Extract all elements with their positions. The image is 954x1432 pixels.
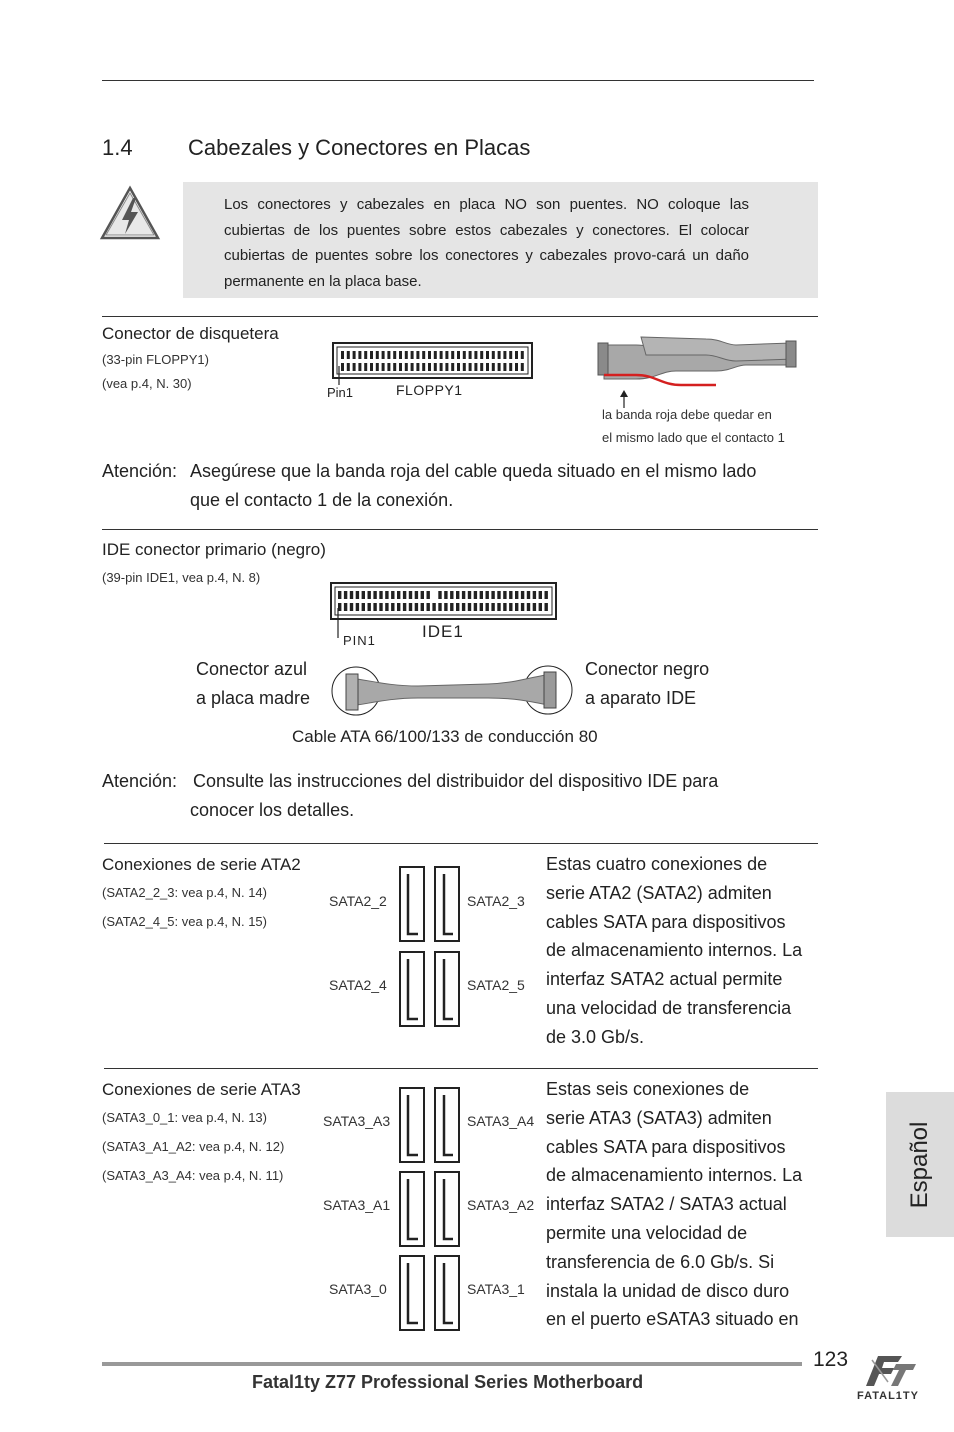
fatal1ty-logo-text: FATAL1TY xyxy=(857,1390,919,1402)
sata2-description xyxy=(546,850,802,1052)
sata3-connectors-diagram xyxy=(395,1085,470,1335)
ide-attention-line1: Consulte las instrucciones del distribuidor del dispositivo IDE para xyxy=(193,771,719,791)
ide-right-label-1: Conector negro xyxy=(585,659,710,679)
sata2-desc-line: cables SATA para dispositivos xyxy=(546,911,786,932)
ide-right-label-2: a aparato IDE xyxy=(585,688,697,708)
warning-note-box xyxy=(183,182,818,298)
sata2-desc-line: una velocidad de transferencia xyxy=(546,997,792,1018)
sata3-desc-line: permite una velocidad de xyxy=(546,1222,748,1243)
ide-left-label-1: Conector azul xyxy=(196,659,308,679)
floppy-rule xyxy=(102,316,818,317)
footer-product: Fatal1ty Z77 Professional Series Motherboard xyxy=(252,1372,644,1392)
sata3-port-label: SATA3_A4 xyxy=(467,1113,535,1129)
sata3-desc-line: Estas seis conexiones de xyxy=(546,1079,750,1099)
sata3-desc-line: interfaz SATA2 / SATA3 actual xyxy=(546,1194,787,1215)
sata2-subtitle-1: (SATA2_2_3: vea p.4, N. 14) xyxy=(102,885,267,900)
top-rule xyxy=(102,80,814,81)
sata2-port-label: SATA2_4 xyxy=(329,977,387,993)
ide-cable-picture xyxy=(328,664,576,716)
sata-port-shape xyxy=(400,867,459,941)
ide-attention-label: Atención: xyxy=(102,771,178,791)
floppy-subtitle-2: (vea p.4, N. 30) xyxy=(102,376,192,391)
sata3-port-label: SATA3_1 xyxy=(467,1281,525,1297)
sata3-description xyxy=(546,1075,802,1334)
sata2-desc-line: interfaz SATA2 actual permite xyxy=(546,969,783,990)
ide-rule xyxy=(102,529,818,530)
ide-left-label-2: a placa madre xyxy=(196,688,311,708)
sata2-subtitle-2: (SATA2_4_5: vea p.4, N. 15) xyxy=(102,914,267,929)
warning-note-text: Los conectores y cabezales en placa NO son puentes. NO coloque las cubiertas de los puentes sobre estos cabezales y conectores. El colocar cubiertas de puentes sobre los conectores y cabezales provo-cará un daño permanente en la placa base. xyxy=(224,196,749,290)
arrow-up-icon xyxy=(617,390,631,408)
floppy-cable-caption-2: el mismo lado que el contacto 1 xyxy=(602,430,785,445)
sata2-desc-line: Estas cuatro conexiones de xyxy=(546,854,768,874)
sata2-port-label: SATA2_2 xyxy=(329,893,387,909)
sata3-desc-line: serie ATA3 (SATA3) admiten xyxy=(546,1107,772,1128)
language-side-tab xyxy=(886,1092,954,1237)
ide-cable-caption: Cable ATA 66/100/133 de conducción 80 xyxy=(292,727,598,746)
sata3-subtitle-3: (SATA3_A3_A4: vea p.4, N. 11) xyxy=(102,1168,284,1183)
warning-icon xyxy=(98,184,162,244)
sata3-subtitle-2: (SATA3_A1_A2: vea p.4, N. 12) xyxy=(102,1139,285,1154)
sata2-desc-line: de 3.0 Gb/s. xyxy=(546,1026,645,1047)
sata3-desc-line: en el puerto eSATA3 situado en xyxy=(546,1309,799,1330)
ide-attention-line2: conocer los detalles. xyxy=(190,800,355,820)
sata2-desc-line: serie ATA2 (SATA2) admiten xyxy=(546,882,772,903)
ide-pin1-label: PIN1 xyxy=(343,633,376,648)
sata2-rule xyxy=(104,843,818,844)
sata2-connectors-diagram xyxy=(395,864,470,1029)
sata3-desc-line: instala la unidad de disco duro xyxy=(546,1280,790,1301)
ide-title: IDE conector primario (negro) xyxy=(102,540,326,559)
floppy-header-label: FLOPPY1 xyxy=(396,382,463,398)
floppy-cable-caption-1: la banda roja debe quedar en xyxy=(602,407,772,422)
ide-header-label: IDE1 xyxy=(422,622,464,641)
sata3-desc-line: transferencia de 6.0 Gb/s. Si xyxy=(546,1251,775,1272)
sata3-desc-line: de almacenamiento internos. La xyxy=(546,1165,803,1186)
sata3-desc-line: cables SATA para dispositivos xyxy=(546,1136,786,1157)
sata3-port-label: SATA3_A1 xyxy=(323,1197,391,1213)
sata2-title: Conexiones de serie ATA2 xyxy=(102,855,301,874)
language-label: Español xyxy=(906,1121,933,1208)
floppy-subtitle-1: (33-pin FLOPPY1) xyxy=(102,352,209,367)
floppy-cable-picture xyxy=(596,335,801,395)
ide-subtitle: (39-pin IDE1, vea p.4, N. 8) xyxy=(102,570,261,585)
sata2-port-label: SATA2_5 xyxy=(467,977,525,993)
floppy-attention-line1: Asegúrese que la banda roja del cable queda situado en el mismo lado xyxy=(190,461,757,481)
floppy-attention-label: Atención: xyxy=(102,461,178,481)
page-number: 123 xyxy=(813,1348,849,1371)
sata2-desc-line: de almacenamiento internos. La xyxy=(546,940,803,961)
section-title: Cabezales y Conectores en Placas xyxy=(188,135,531,160)
sata3-port-label: SATA3_0 xyxy=(329,1281,387,1297)
floppy-pin1-label: Pin1 xyxy=(327,385,354,400)
sata3-subtitle-1: (SATA3_0_1: vea p.4, N. 13) xyxy=(102,1110,267,1125)
footer-rule xyxy=(102,1362,802,1366)
floppy-title: Conector de disquetera xyxy=(102,324,279,343)
sata2-port-label: SATA2_3 xyxy=(467,893,525,909)
sata3-rule xyxy=(104,1068,818,1069)
floppy-attention-line2: que el contacto 1 de la conexión. xyxy=(190,490,454,510)
sata3-title: Conexiones de serie ATA3 xyxy=(102,1080,301,1099)
section-number: 1.4 xyxy=(102,135,133,160)
sata3-port-label: SATA3_A2 xyxy=(467,1197,535,1213)
sata3-port-label: SATA3_A3 xyxy=(323,1113,391,1129)
